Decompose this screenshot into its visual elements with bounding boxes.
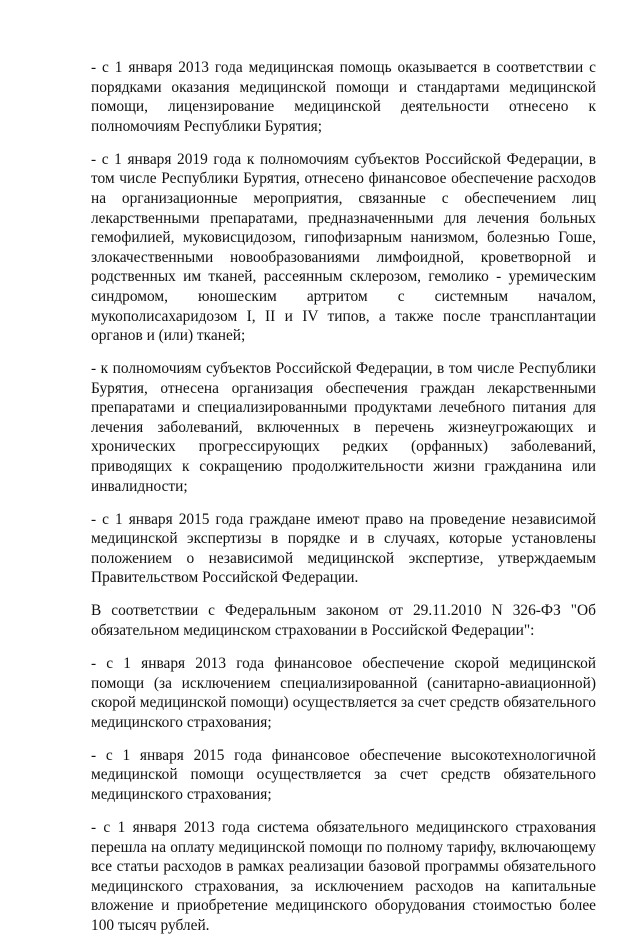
document-page <box>91 58 596 949</box>
paragraph-high-tech-care-funding: - с 1 января 2015 года финансовое обеспечение высокотехнологичной медицинской помощи осуществляется за счет средств обязательного медицинского страхования; <box>91 746 596 803</box>
paragraph-full-tariff: - с 1 января 2013 года система обязательного медицинского страхования перешла на оплату медицинской помощи по полному тарифу, включающему все статьи расходов в рамках реализации базовой программы обязательного медицинского страхования, за исключением расходов на капитальные вложение и приобретение медицинского оборудования стоимостью более 100 тысяч рублей. <box>91 818 596 934</box>
paragraph-independent-expertise: - с 1 января 2015 года граждане имеют право на проведение независимой медицинской экспертизы в порядке и в случаях, которые установлены положением о независимой медицинской экспертизе, утверждаемым Правительством Российской Федерации. <box>91 510 596 587</box>
paragraph-federal-law-intro: В соответствии с Федеральным законом от 29.11.2010 N 326-ФЗ "Об обязательном медицинском страховании в Российской Федерации": <box>91 602 596 639</box>
paragraph-emergency-care-funding: - с 1 января 2013 года финансовое обеспечение скорой медицинской помощи (за исключением специализированной (санитарно-авиационной) скорой медицинской помощи) осуществляется за счет средств обязательного медицинского страхования; <box>91 654 596 731</box>
paragraph-medical-care-procedures: - с 1 января 2013 года медицинская помощь оказывается в соответствии с порядками оказания медицинской помощи и стандартами медицинской помощи, лицензирование медицинской деятельности отнесено к полномочиям Республики Бурятия; <box>91 59 596 135</box>
paragraph-drug-provision-funding: - с 1 января 2019 года к полномочиям субъектов Российской Федерации, в том числе Республики Бурятия, отнесено финансовое обеспечение расходов на организационные мероприятия, связанные с обеспечением лиц лекарственными препаратами, предназначенными для лечения больных гемофилией, муковисцидозом, гипофизарным нанизмом, болезнью Гоше, злокачественными новообразованиями лимфоидной, кроветворной и родственных им тканей, рассеянным склерозом, гемолико - уремическим синдромом, юношеским артритом с системным началом, мукополисахаридозом I, II и IV типов, а также после трансплантации органов и (или) тканей; <box>91 150 596 345</box>
paragraph-orphan-diseases: - к полномочиям субъектов Российской Федерации, в том числе Республики Бурятия, отнесена организация обеспечения граждан лекарственными препаратами и специализированными продуктами лечебного питания для лечения заболеваний, включенных в перечень жизнеугрожающих и хронических прогрессирующих редких (орфанных) заболеваний, приводящих к сокращению продолжительности жизни гражданина или инвалидности; <box>91 360 596 495</box>
